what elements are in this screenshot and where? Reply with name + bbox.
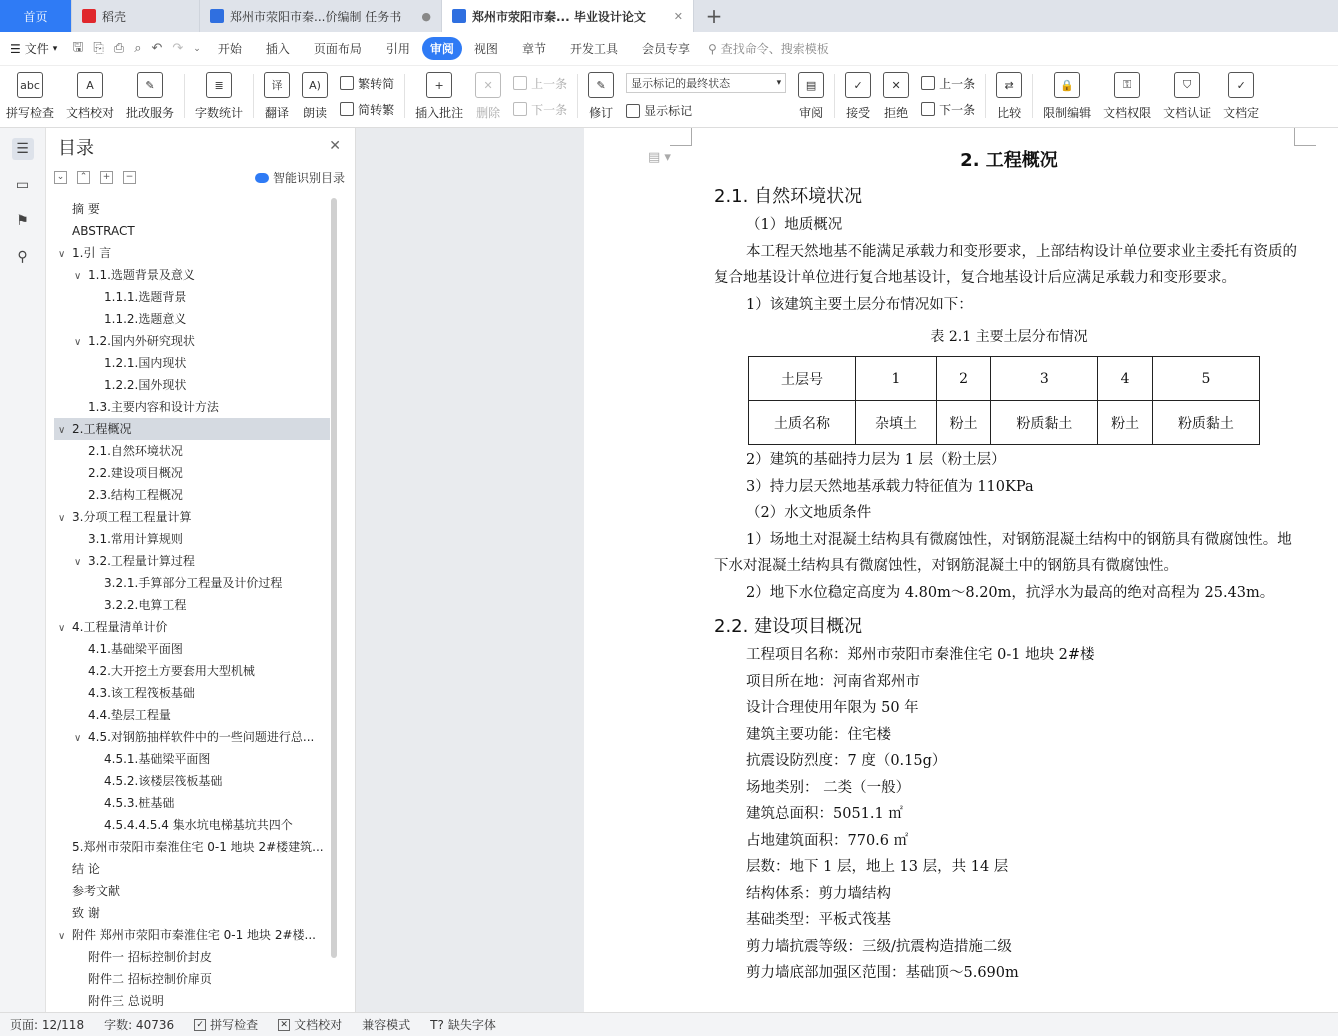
menu-reference[interactable]: 引用 (385, 42, 410, 56)
command-search-placeholder: 查找命令、搜索模板 (720, 42, 829, 56)
toc-item-label: 1.1.选题背景及意义 (88, 268, 195, 282)
doc-permission-label: 文档权限 (1103, 106, 1152, 120)
revision-nav-group (915, 66, 981, 126)
toc-item-label: 3.2.工程量计算过程 (88, 554, 195, 568)
toc-item[interactable] (54, 770, 330, 792)
paragraph: 2）地下水位稳定高度为 4.80m～8.20m，抗浮水为最高的绝对高程为 25.43m。 (746, 584, 1275, 601)
compare-button[interactable] (990, 66, 1028, 126)
chevron-down-icon[interactable]: ∨ (74, 733, 82, 744)
search-icon: ⚲ (707, 41, 717, 56)
comment-nav-group (507, 66, 573, 126)
menu-bar (0, 32, 1338, 66)
toc-item-label: 4.5.对钢筋抽样软件中的一些问题进行总... (88, 730, 315, 744)
toc-item[interactable] (54, 462, 330, 484)
delete-comment-label: 删除 (476, 106, 501, 120)
chevron-down-icon[interactable]: ∨ (74, 337, 82, 348)
toc-toolbar (46, 166, 355, 188)
delete-comment-button[interactable] (469, 66, 507, 126)
table-cell: 3 (991, 357, 1098, 401)
chevron-down-icon: ▾ (52, 43, 58, 54)
new-tab-button[interactable]: + (705, 4, 723, 28)
writer-icon (452, 9, 466, 23)
paragraph: 剪力墙抗震等级：三级/抗震构造措施二级 (746, 938, 1012, 955)
paragraph: （1）地质概况 (746, 217, 843, 233)
paragraph: 层数：地下 1 层，地上 13 层，共 14 层 (746, 859, 1009, 875)
page-indicator[interactable]: 页面: 12/118 (10, 1018, 85, 1032)
soil-table (748, 356, 1260, 445)
table-cell: 土层号 (749, 357, 856, 401)
read-aloud-icon: A) (302, 72, 328, 98)
paragraph: 2）建筑的基础持力层为 1 层（粉土层） (746, 452, 1006, 468)
paragraph: （2）水文地质条件 (746, 505, 872, 521)
insert-comment-label: 插入批注 (415, 106, 464, 120)
prev-comment-label: 上一条 (531, 76, 568, 91)
toc-item-label: 4.5.3.桩基础 (104, 796, 175, 810)
shield-icon: ⛉ (1174, 72, 1200, 98)
export-pdf-icon[interactable]: ⎘ (93, 41, 104, 56)
paragraph: 基础类型：平板式筏基 (746, 912, 891, 928)
toc-item[interactable] (54, 924, 330, 946)
doc-final-label: 文档定 (1223, 106, 1260, 120)
tab-docer-label: 稻壳 (102, 9, 127, 24)
table-cell: 粉土 (936, 401, 990, 445)
document-canvas (356, 128, 1338, 1012)
checkbox-icon: ✓ (194, 1019, 206, 1031)
paragraph: 3）持力层天然地基承载力特征值为 110KPa (746, 478, 1034, 495)
prev-comment-button[interactable] (513, 75, 567, 92)
compat-mode[interactable]: 兼容模式 (362, 1018, 411, 1032)
navigation-rail (0, 128, 46, 1012)
status-doc-check[interactable] (268, 1016, 352, 1033)
table-row (749, 401, 1260, 445)
paragraph: 设计合理使用年限为 50 年 (746, 700, 919, 716)
reject-icon: ✕ (883, 72, 909, 98)
show-markup-label: 显示标记 (644, 104, 693, 118)
trad-to-simp-label: 繁转简 (358, 76, 395, 91)
page-corner-mark (670, 128, 692, 146)
collapse-up-icon[interactable]: ⌃ (77, 171, 90, 184)
toc-item-label: 3.1.常用计算规则 (88, 532, 183, 546)
collapse-all-icon[interactable]: − (123, 171, 136, 184)
chevron-down-icon[interactable]: ∨ (58, 623, 66, 634)
accept-button[interactable] (839, 66, 877, 126)
trad-to-simp-icon (340, 76, 354, 90)
tab-doc-thesis[interactable] (442, 0, 694, 32)
menu-view[interactable]: 视图 (473, 42, 498, 56)
outline-icon[interactable]: ☰ (12, 138, 34, 160)
missing-font-label: 缺失字体 (447, 1018, 496, 1032)
toc-item-label: 3.分项工程工程量计算 (72, 510, 192, 524)
ribbon-divider (985, 74, 986, 118)
project-info-lines (714, 642, 1304, 987)
doc-check-label: 文档校对 (66, 106, 115, 120)
file-menu-label: 文件 (24, 42, 49, 56)
expand-all-icon[interactable]: + (100, 171, 113, 184)
menu-developer[interactable]: 开发工具 (569, 42, 618, 56)
table-cell: 1 (856, 357, 937, 401)
table-cell: 杂填土 (856, 401, 937, 445)
chapter-icon[interactable]: ▭ (15, 177, 30, 193)
missing-font[interactable] (420, 1016, 506, 1033)
toc-item[interactable] (54, 726, 330, 748)
word-count-label: 字数统计 (195, 106, 244, 120)
prev-revision-button[interactable] (921, 75, 975, 92)
next-comment-label: 下一条 (531, 102, 568, 117)
toc-item-label: 2.2.建设项目概况 (88, 466, 183, 480)
paragraph: 项目所在地：河南省郑州市 (746, 673, 920, 690)
batch-service-label: 批改服务 (126, 106, 175, 120)
toc-item-label: 1.1.1.选题背景 (104, 290, 187, 304)
doc-check-button[interactable] (60, 66, 120, 126)
table-cell: 土质名称 (749, 401, 856, 445)
review-pane-label: 审阅 (799, 106, 824, 120)
file-menu[interactable] (0, 40, 67, 57)
toc-item-label: 附件 郑州市荥阳市秦淮住宅 0-1 地块 2#楼... (72, 928, 316, 942)
table-cell: 粉土 (1098, 401, 1152, 445)
smart-toc-button[interactable] (255, 169, 345, 186)
insert-comment-button[interactable] (409, 66, 469, 126)
print-icon[interactable]: ⎙ (113, 41, 125, 56)
doc-cert-button[interactable] (1157, 66, 1217, 126)
heading-1: 2. 工程概况 (960, 150, 1058, 171)
prev-comment-icon (513, 76, 527, 90)
toc-item-label: 4.5.4.4.5.4 集水坑电梯基坑共四个 (104, 818, 293, 832)
heading-2-2: 2.2. 建设项目概况 (714, 616, 863, 637)
spell-check-label: 拼写检查 (6, 106, 55, 120)
chevron-down-icon[interactable]: ∨ (58, 249, 66, 260)
toc-header (46, 128, 355, 166)
menu-chapter[interactable]: 章节 (521, 42, 546, 56)
toc-item[interactable] (54, 220, 330, 242)
simp-to-trad-icon (340, 102, 354, 116)
review-pane-icon: ▤ (798, 72, 824, 98)
heading-2-1: 2.1. 自然环境状况 (714, 186, 863, 207)
ribbon-divider (253, 74, 254, 118)
docer-icon (82, 9, 96, 23)
toc-item-label: 1.1.2.选题意义 (104, 312, 187, 326)
toc-item-label: 3.2.2.电算工程 (104, 598, 187, 612)
toc-item-label: 4.5.2.该楼层筏板基础 (104, 774, 223, 788)
toc-item[interactable] (54, 990, 330, 1012)
batch-service-button[interactable] (120, 66, 180, 126)
markup-group (620, 66, 792, 126)
prev-revision-label: 上一条 (939, 76, 976, 91)
paragraph: 本工程天然地基不能满足承载力和变形要求，上部结构设计单位要求业主委托有资质的复合地基设计单位进行复合地基设计，复合地基设计后应满足承载力和变形要求。 (714, 243, 1297, 286)
hamburger-icon: ☰ (10, 41, 21, 56)
toc-item[interactable] (54, 594, 330, 616)
tab-doc-thesis-label: 郑州市荥阳市秦... 毕业设计论文 (472, 9, 646, 24)
toc-item-label: 5.郑州市荥阳市秦淮住宅 0-1 地块 2#楼建筑... (72, 840, 324, 854)
table-row (749, 357, 1260, 401)
bookmark-icon[interactable]: ⚑ (16, 213, 29, 229)
toc-item[interactable] (54, 198, 330, 220)
chevron-down-icon[interactable]: ∨ (74, 557, 82, 568)
command-search[interactable] (708, 40, 829, 57)
word-count-icon: ≣ (206, 72, 232, 98)
word-count-button[interactable] (189, 66, 249, 126)
toc-item[interactable] (54, 836, 330, 858)
ribbon-divider (1032, 74, 1033, 118)
close-icon[interactable]: ✕ (673, 9, 683, 23)
toc-item[interactable] (54, 572, 330, 594)
markup-state-select[interactable] (626, 73, 786, 93)
toc-item-label: 1.2.2.国外现状 (104, 378, 187, 392)
word-count-indicator[interactable]: 字数: 40736 (104, 1018, 175, 1032)
toc-item[interactable] (54, 660, 330, 682)
spell-check-icon: abc (17, 72, 43, 98)
table-cell: 粉质黏土 (1152, 401, 1259, 445)
document-body (714, 146, 1304, 987)
toc-item-label: 1.3.主要内容和设计方法 (88, 400, 219, 414)
restrict-edit-label: 限制编辑 (1043, 106, 1092, 120)
next-revision-icon (921, 102, 935, 116)
toc-item-label: 1.2.1.国内现状 (104, 356, 187, 370)
toc-item-label: 4.工程量清单计价 (72, 620, 168, 634)
table-cell: 4 (1098, 357, 1152, 401)
menu-start[interactable]: 开始 (217, 42, 242, 56)
chevron-down-icon[interactable]: ∨ (58, 513, 66, 524)
simp-to-trad-button[interactable] (340, 101, 394, 118)
translate-label: 翻译 (265, 106, 290, 120)
next-revision-label: 下一条 (939, 102, 976, 117)
toc-item-label: 2.3.结构工程概况 (88, 488, 183, 502)
doc-permission-button[interactable] (1097, 66, 1157, 126)
toc-item[interactable] (54, 858, 330, 880)
translate-button[interactable] (258, 66, 296, 126)
ribbon-divider (404, 74, 405, 118)
menu-insert[interactable]: 插入 (265, 42, 290, 56)
read-aloud-button[interactable] (296, 66, 334, 126)
table-cell: 粉质黏土 (991, 401, 1098, 445)
table-cell: 2 (936, 357, 990, 401)
paragraph: 建筑主要功能：住宅楼 (746, 726, 891, 743)
toc-item[interactable] (54, 264, 330, 286)
lock-icon: 🔒 (1054, 72, 1080, 98)
more-icon[interactable]: ⌄ (193, 43, 201, 54)
delete-comment-icon: ✕ (475, 72, 501, 98)
toc-list (54, 198, 330, 1012)
doc-check-icon: ✕ (278, 1019, 290, 1031)
menu-layout[interactable]: 页面布局 (313, 42, 362, 56)
tab-dot-icon[interactable]: ● (421, 9, 431, 23)
ribbon-divider (577, 74, 578, 118)
ribbon-divider (184, 74, 185, 118)
expand-down-icon[interactable]: ⌄ (54, 171, 67, 184)
toc-item[interactable] (54, 330, 330, 352)
revise-button[interactable] (582, 66, 620, 126)
toc-title: 目录 (58, 138, 94, 159)
writer-icon (210, 9, 224, 23)
save-icon[interactable]: 🖫 (72, 39, 84, 55)
paragraph: 1）该建筑主要土层分布情况如下： (746, 296, 973, 313)
toc-item[interactable] (54, 638, 330, 660)
tab-doc-task[interactable] (200, 0, 442, 32)
toc-item[interactable] (54, 704, 330, 726)
paragraph: 1）场地土对混凝土结构具有微腐蚀性，对钢筋混凝土结构中的钢筋具有微腐蚀性。地下水对混凝土结构具有微腐蚀性，对钢筋混凝土中的钢筋具有微腐蚀性。 (714, 531, 1292, 574)
toc-item-label: 1.引 言 (72, 246, 112, 260)
toc-item[interactable] (54, 418, 330, 440)
toc-item-label: 1.2.国内外研究现状 (88, 334, 195, 348)
toc-item[interactable] (54, 814, 330, 836)
tab-doc-task-label: 郑州市荥阳市秦...价编制 任务书 (230, 9, 402, 24)
toc-item-label: 2.1.自然环境状况 (88, 444, 183, 458)
toc-item[interactable] (54, 242, 330, 264)
tab-home-label: 首页 (23, 9, 48, 24)
chevron-down-icon: ▾ (776, 78, 782, 88)
toc-item[interactable] (54, 616, 330, 638)
toc-item[interactable] (54, 308, 330, 330)
doc-final-button[interactable] (1217, 66, 1265, 126)
document-icon[interactable]: ▤ ▾ (648, 150, 671, 165)
doc-check-icon: A (77, 72, 103, 98)
toc-item-label: 4.5.1.基础梁平面图 (104, 752, 211, 766)
compare-icon: ⇄ (996, 72, 1022, 98)
toc-scrollbar[interactable] (331, 198, 337, 958)
review-ribbon (0, 66, 1338, 128)
toc-item-label: 结 论 (72, 862, 100, 876)
toc-item[interactable] (54, 946, 330, 968)
table-cell: 5 (1152, 357, 1259, 401)
compare-label: 比较 (997, 106, 1022, 120)
paragraph: 工程项目名称：郑州市荥阳市秦淮住宅 0-1 地块 2#楼 (746, 647, 1095, 663)
accept-icon: ✓ (845, 72, 871, 98)
review-pane-button[interactable] (792, 66, 830, 126)
toc-item[interactable] (54, 506, 330, 528)
toc-item[interactable] (54, 484, 330, 506)
read-aloud-label: 朗读 (303, 106, 328, 120)
toc-item-label: 4.3.该工程筏板基础 (88, 686, 195, 700)
menu-review[interactable]: 审阅 (422, 37, 462, 60)
font-icon: T? (430, 1017, 444, 1032)
redo-icon[interactable]: ↷ (172, 41, 184, 56)
status-check-label: 文档校对 (294, 1018, 343, 1032)
toc-item-label: 3.2.1.手算部分工程量及计价过程 (104, 576, 283, 590)
tab-docer[interactable] (72, 0, 200, 32)
toc-item-label: 附件一 招标控制价封皮 (88, 950, 212, 964)
convert-group (334, 66, 400, 126)
toc-item-label: 4.2.大开挖土方要套用大型机械 (88, 664, 255, 678)
tab-home[interactable] (0, 0, 72, 32)
page-corner-mark (1294, 128, 1316, 146)
reject-label: 拒绝 (884, 106, 909, 120)
toc-item-label: 摘 要 (72, 202, 100, 216)
toc-item[interactable] (54, 396, 330, 418)
batch-service-icon: ✎ (137, 72, 163, 98)
revise-icon: ✎ (588, 72, 614, 98)
doc-cert-label: 文档认证 (1163, 106, 1212, 120)
translate-icon: 译 (264, 72, 290, 98)
toc-item-label: ABSTRACT (72, 224, 135, 238)
prev-revision-icon (921, 76, 935, 90)
show-markup-button[interactable] (626, 102, 786, 119)
tab-bar (0, 0, 1338, 32)
ribbon-divider (834, 74, 835, 118)
finalize-icon: ✓ (1228, 72, 1254, 98)
paragraph: 建筑总面积：5051.1 ㎡ (746, 806, 903, 822)
show-markup-icon (626, 104, 640, 118)
toc-item[interactable] (54, 352, 330, 374)
table-caption: 表 2.1 主要土层分布情况 (930, 329, 1088, 345)
markup-state-value: 显示标记的最终状态 (631, 77, 731, 90)
spell-check-button[interactable] (0, 66, 60, 126)
next-revision-button[interactable] (921, 101, 975, 118)
restrict-edit-button[interactable] (1037, 66, 1097, 126)
toc-item[interactable] (54, 682, 330, 704)
toc-item-label: 附件二 招标控制价扉页 (88, 972, 212, 986)
permission-icon: ⚿ (1114, 72, 1140, 98)
toc-item[interactable] (54, 968, 330, 990)
accept-label: 接受 (846, 106, 871, 120)
toc-item-label: 4.1.基础梁平面图 (88, 642, 183, 656)
toc-item-label: 参考文献 (72, 884, 121, 898)
revise-label: 修订 (589, 106, 614, 120)
smart-toc-label: 智能识别目录 (272, 171, 345, 185)
toc-item[interactable] (54, 374, 330, 396)
trad-to-simp-button[interactable] (340, 75, 394, 92)
toc-item[interactable] (54, 440, 330, 462)
search-icon[interactable]: ⚲ (17, 249, 28, 265)
toc-item[interactable] (54, 792, 330, 814)
document-page[interactable] (584, 128, 1338, 1012)
status-bar (0, 1012, 1338, 1036)
status-spell-label: 拼写检查 (210, 1018, 259, 1032)
paragraph: 抗震设防烈度：7 度（0.15g） (746, 753, 947, 769)
chevron-down-icon[interactable]: ∨ (58, 931, 66, 942)
toc-item[interactable] (54, 550, 330, 572)
toc-item[interactable] (54, 902, 330, 924)
toc-item[interactable] (54, 748, 330, 770)
toc-item-label: 附件三 总说明 (88, 994, 164, 1008)
reject-button[interactable] (877, 66, 915, 126)
paragraph: 剪力墙底部加强区范围：基础顶～5.690m (746, 965, 1019, 981)
chevron-down-icon[interactable]: ∨ (58, 425, 66, 436)
toc-item-label: 致 谢 (72, 906, 100, 920)
next-comment-button[interactable] (513, 101, 567, 118)
simp-to-trad-label: 简转繁 (358, 102, 395, 117)
toc-item[interactable] (54, 880, 330, 902)
toc-item-label: 4.4.垫层工程量 (88, 708, 171, 722)
ai-icon (255, 173, 269, 183)
next-comment-icon (513, 102, 527, 116)
status-spell-check[interactable] (184, 1016, 268, 1033)
print-preview-icon[interactable]: ⌕ (134, 41, 142, 56)
paragraph: 占地建筑面积：770.6 ㎡ (746, 832, 909, 849)
undo-icon[interactable]: ↶ (151, 41, 163, 56)
paragraph: 结构体系：剪力墙结构 (746, 885, 891, 902)
toc-item[interactable] (54, 286, 330, 308)
menu-member[interactable]: 会员专享 (641, 42, 690, 56)
toc-panel (46, 128, 356, 1012)
toc-item[interactable] (54, 528, 330, 550)
toc-item-label: 2.工程概况 (72, 422, 132, 436)
insert-comment-icon: + (426, 72, 452, 98)
close-icon[interactable]: ✕ (329, 138, 341, 154)
paragraph: 场地类别： 二类（一般） (746, 779, 911, 796)
chevron-down-icon[interactable]: ∨ (74, 271, 82, 282)
